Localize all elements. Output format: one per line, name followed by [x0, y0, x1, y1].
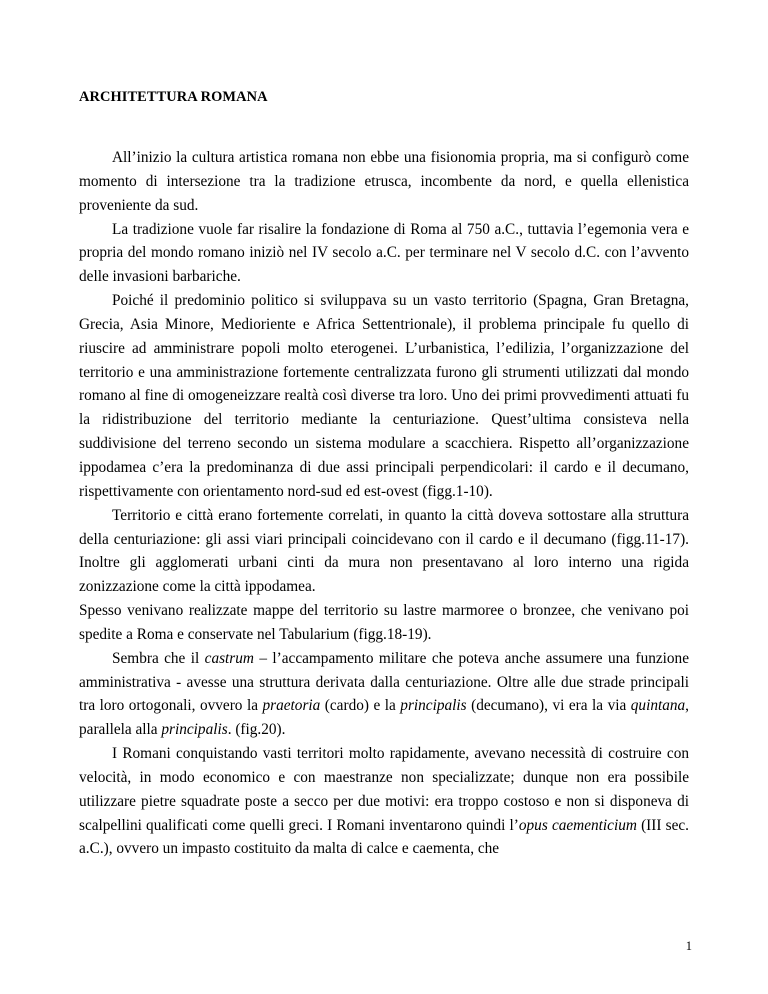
paragraph-opus-caementicium [79, 742, 689, 861]
paragraph-territory-city: Territorio e città erano fortemente correlati, in quanto la città doveva sottostare alla struttura della centuriazione: gli assi viari principali coincidevano con il cardo e il decumano (figg.11-17). Inoltre gli agglomerati urbani cinti da mura non presentavano al loro interno una rigida zonizzazione come la città ippodamea. [79, 506, 689, 596]
italic-term-quintana: quintana [630, 697, 686, 715]
text-run: Sembra che il [112, 649, 205, 667]
page-number: 1 [685, 939, 692, 953]
italic-term-principalis: principalis [400, 697, 467, 715]
paragraph-intro: All’inizio la cultura artistica romana non ebbe una fisionomia propria, ma si configurò come momento di intersezione tra la tradizione etrusca, incombente da nord, e quella ellenistica proveniente da sud. [79, 149, 689, 214]
italic-term-principalis: principalis [161, 721, 228, 739]
text-run: (III sec. a.C.), ovvero un impasto costituito da malta di calce e caementa, che [79, 816, 689, 858]
text-run: I Romani conquistando vasti territori molto rapidamente, avevano necessità di costruire con velocità, in modo economico e con maestranze non specializzate; dunque non era possibile utilizzare pietre squadrate poste a secco per due motivi: era troppo costoso e non si disponeva di scalpellini qualificati come quelli greci. I Romani inventarono quindi l’ [79, 745, 689, 834]
italic-term-castrum: castrum [204, 649, 254, 667]
paragraph-maps: Spesso venivano realizzate mappe del territorio su lastre marmoree o bronzee, che venivano poi spedite a Roma e conservate nel Tabularium (figg.18-19). [79, 602, 689, 643]
body-text [79, 146, 689, 861]
paragraph-castrum [79, 647, 689, 742]
italic-term-opus-caementicium: opus caementicium [518, 816, 637, 834]
paragraph-centuriation: Poiché il predominio politico si sviluppava su un vasto territorio (Spagna, Gran Bretagna, Grecia, Asia Minore, Medioriente e Africa Settentrionale), il problema principale fu quello di riuscire ad amministrare popoli molto eterogenei. L’urbanistica, l’edilizia, l’organizzazione del territorio e una amministrazione fortemente centralizzata furono gli strumenti utilizzati dal mondo romano al fine di omogeneizzare realtà così diverse tra loro. Uno dei primi provvedimenti attuati fu la ridistribuzione del territorio mediante la centuriazione. Quest’ultima consisteva nella suddivisione del terreno secondo un sistema modulare a scacchiera. Rispetto all’organizzazione ippodamea c’era la predominanza di due assi principali perpendicolari: il cardo e il decumano, rispettivamente con orientamento nord-sud ed est-ovest (figg.1-10). [79, 292, 689, 500]
text-run: (cardo) e la [320, 697, 401, 715]
text-run: , parallela alla [79, 697, 689, 739]
paragraph-foundation: La tradizione vuole far risalire la fondazione di Roma al 750 a.C., tuttavia l’egemonia vera e propria del mondo romano iniziò nel IV secolo a.C. per terminare nel V secolo d.C. con l’avvento delle invasioni barbariche. [79, 220, 689, 286]
text-run: . (fig.20). [227, 721, 286, 739]
italic-term-praetoria: praetoria [262, 697, 321, 715]
text-run: – l’accampamento militare che poteva anche assumere una funzione amministrativa - avesse una struttura derivata dalla centuriazione. Oltre alle due strade principali tra loro ortogonali, ovvero la [79, 649, 689, 715]
page-title: ARCHITETTURA ROMANA [79, 89, 268, 105]
text-run: (decumano), vi era la via [466, 697, 631, 715]
